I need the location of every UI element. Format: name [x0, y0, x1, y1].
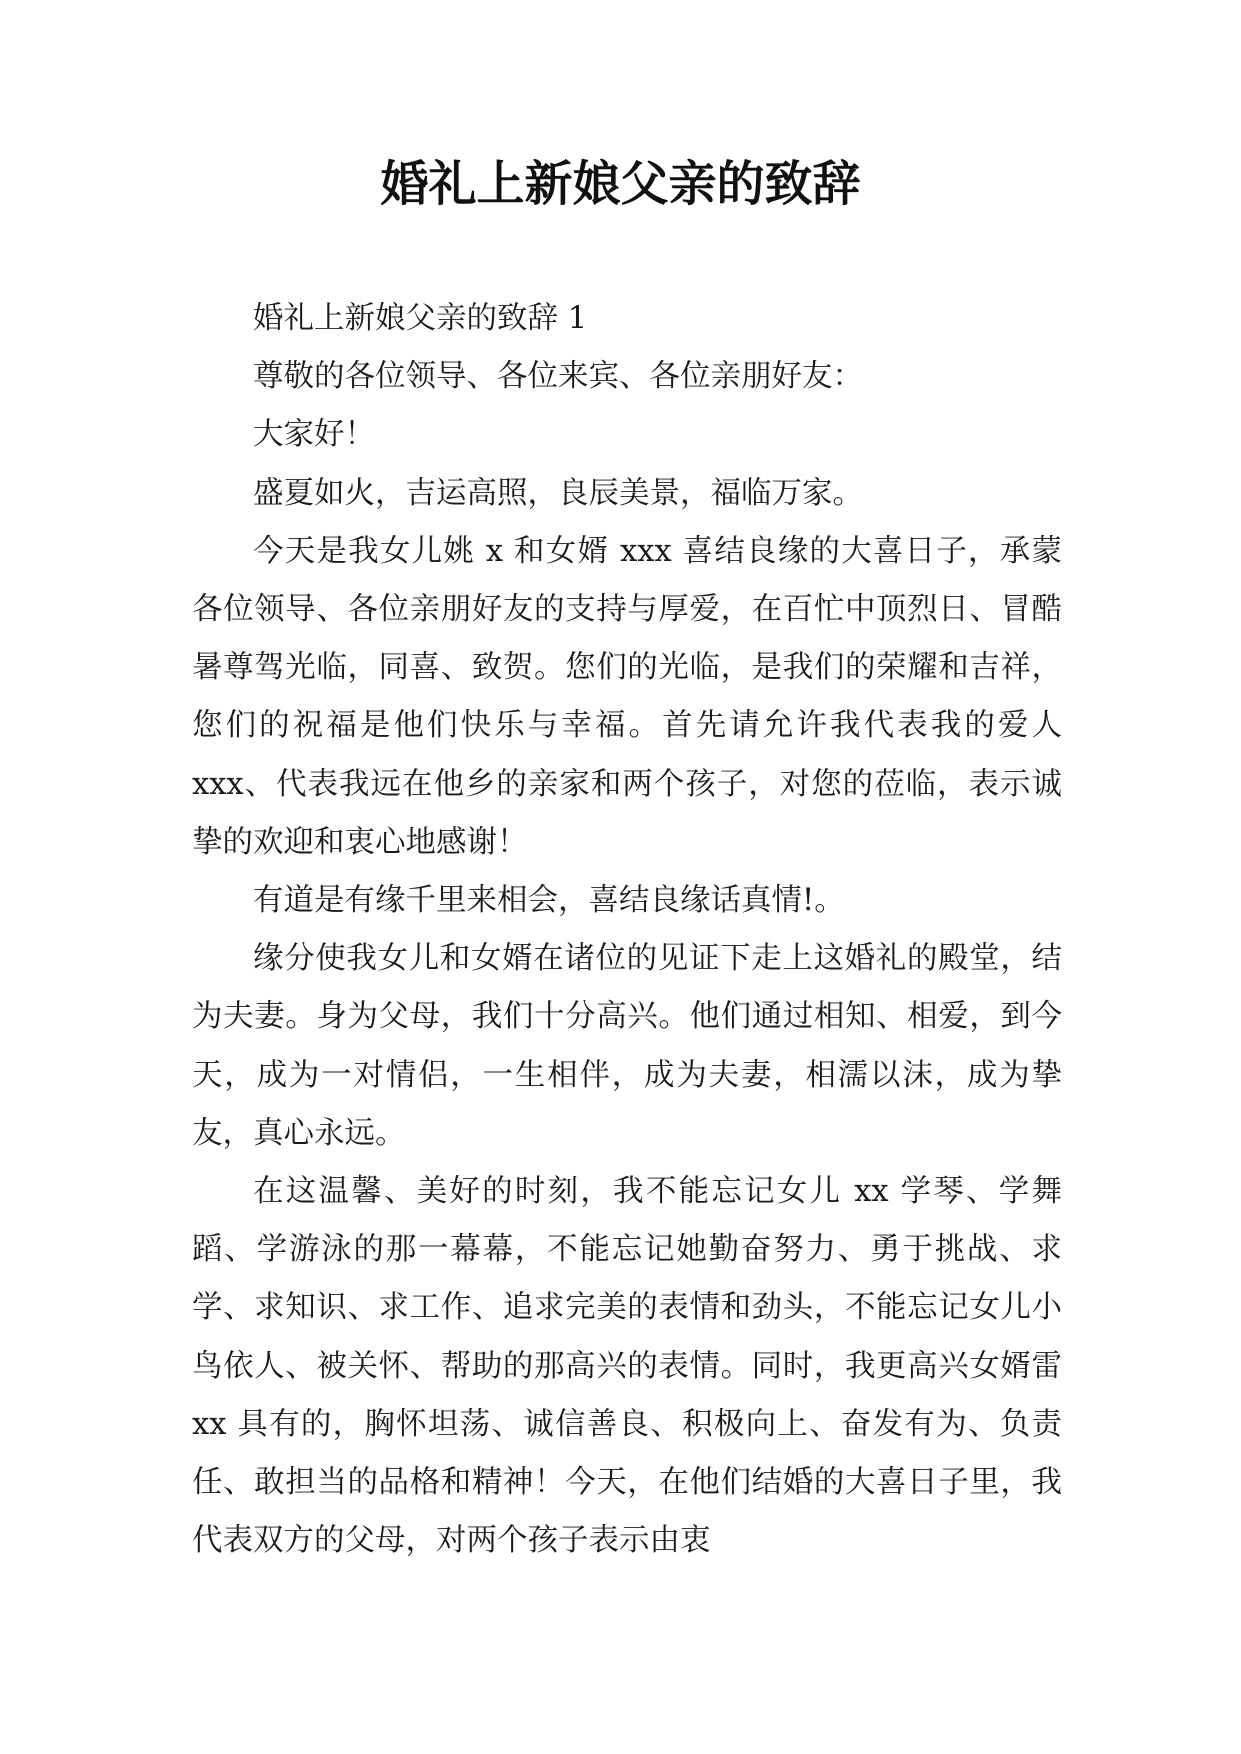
paragraph-heading: 婚礼上新娘父亲的致辞 1: [253, 301, 588, 336]
paragraph: 有道是有缘千里来相会，喜结良缘话真情!。: [253, 883, 845, 919]
paragraph: 缘分使我女儿和女婿在诸位的见证下走上这婚礼的殿堂，结为夫妻。身为父母，我们十分高兴。他们通过相知、相爱，到今天，成为一对情侣，一生相伴，成为夫妻，相濡以沫，成为挚友，真心永远。: [192, 941, 1062, 1151]
paragraph: 在这温馨、美好的时刻，我不能忘记女儿 xx 学琴、学舞蹈、学游泳的那一幕幕，不能忘记她勤奋努力、勇于挑战、求学、求知识、求工作、追求完美的表情和劲头，不能忘记女儿小鸟依人、被关怀、帮助的那高兴的表情。同时，我更高兴女婿雷 xx 具有的，胸怀坦荡、诚信善良、积极向上、奋发有为、负责任、敢担当的品格和精神！今天，在他们结婚的大喜日子里，我代表双方的父母，对两个孩子表示由衷: [192, 1174, 1062, 1559]
paragraph: 盛夏如火，吉运高照，良辰美景，福临万家。: [253, 475, 863, 511]
paragraph-salutation: 尊敬的各位领导、各位来宾、各位亲朋好友：: [253, 359, 863, 395]
document-body: [192, 290, 1062, 1570]
paragraph-greeting: 大家好！: [253, 417, 375, 453]
document-title: 婚礼上新娘父亲的致辞: [380, 156, 861, 212]
paragraph: 今天是我女儿姚 x 和女婿 xxx 喜结良缘的大喜日子，承蒙各位领导、各位亲朋好友的支持与厚爱，在百忙中顶烈日、冒酷暑尊驾光临，同喜、致贺。您们的光临，是我们的荣耀和吉祥，您们的祝福是他们快乐与幸福。首先请允许我代表我的爱人 xxx、代表我远在他乡的亲家和两个孩子，对您的莅临，表示诚挚的欢迎和衷心地感谢！: [192, 533, 1062, 860]
